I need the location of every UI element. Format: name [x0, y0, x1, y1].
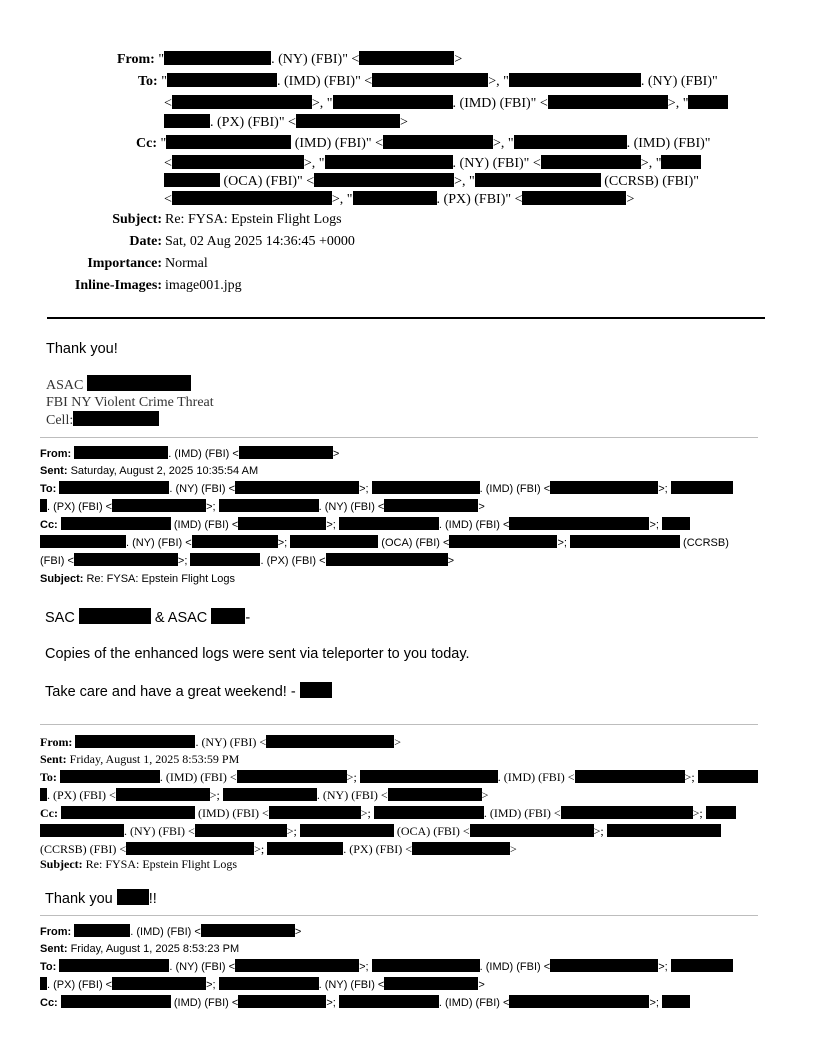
- text: <: [164, 192, 172, 207]
- redaction: [211, 608, 245, 624]
- text: (OCA) (FBI)" <: [220, 174, 315, 189]
- text: . (NY) (FBI) <: [316, 788, 388, 802]
- header-cc-row: [136, 135, 710, 153]
- header-to-row-3: [164, 114, 408, 132]
- redaction: [117, 889, 149, 905]
- redaction: [164, 173, 220, 187]
- label: To:: [40, 961, 57, 973]
- text: (OCA) (FBI) <: [378, 537, 450, 549]
- text: >: [332, 448, 340, 460]
- text: >;: [593, 824, 604, 838]
- text: . (NY) (FBI) <: [318, 501, 385, 513]
- text: >;: [206, 501, 216, 513]
- text: >, ": [331, 192, 353, 207]
- header-importance-label: [40, 255, 162, 273]
- msg2-cc-row: [40, 517, 690, 533]
- text: . (NY) (FBI) <: [126, 537, 192, 549]
- text: . (IMD) (FBI) <: [497, 770, 575, 784]
- msg3-subject-row: [40, 856, 237, 872]
- text: <: [164, 156, 172, 171]
- redaction: [59, 481, 169, 494]
- redaction: [548, 95, 668, 109]
- text: >;: [649, 997, 659, 1009]
- label: From:: [40, 926, 72, 938]
- msg2-from-row: [40, 446, 339, 462]
- redaction: [475, 173, 601, 187]
- label: Importance:: [87, 256, 162, 271]
- text: >;: [649, 519, 659, 531]
- text: . (IMD) (FBI) <: [130, 926, 201, 938]
- text: . (IMD) (FBI)" <: [452, 96, 548, 111]
- redaction: [87, 375, 191, 391]
- redaction: [219, 499, 319, 512]
- text: (IMD) (FBI) <: [170, 519, 239, 531]
- text: >, ": [667, 96, 689, 111]
- header-divider: [47, 317, 765, 319]
- label: Subject:: [112, 212, 162, 227]
- label: From:: [40, 448, 72, 460]
- msg3-from-row: [40, 734, 401, 750]
- text: ": [161, 74, 167, 89]
- header-to-row: [138, 73, 718, 91]
- redaction: [296, 114, 400, 128]
- redaction: [372, 959, 480, 972]
- text: >, ": [454, 174, 475, 189]
- redaction: [166, 135, 291, 149]
- redaction: [235, 959, 359, 972]
- text: >, ": [488, 74, 509, 89]
- redaction: [190, 553, 260, 566]
- label: Subject:: [40, 573, 84, 585]
- label: Inline-Images:: [74, 278, 162, 293]
- text: >;: [557, 537, 567, 549]
- redaction: [164, 51, 271, 65]
- redaction: [359, 51, 454, 65]
- text: Cell:: [46, 413, 74, 428]
- text: Take care and have a great weekend! -: [45, 684, 296, 700]
- header-subject: Re: FYSA: Epstein Flight Logs: [165, 212, 342, 227]
- signature-cell: [46, 411, 214, 429]
- redaction: [266, 735, 394, 748]
- text: >;: [277, 537, 288, 549]
- text: (CCRSB) (FBI) <: [40, 842, 127, 856]
- message-divider: [40, 437, 758, 438]
- redaction: [267, 842, 343, 855]
- msg3-to-row-2: [40, 787, 488, 803]
- msg3-cc-row-2: [40, 823, 721, 839]
- redaction: [112, 977, 206, 990]
- redaction: [372, 481, 480, 494]
- label: From:: [40, 735, 73, 749]
- msg2-to-row-2: [40, 499, 485, 515]
- text: >, ": [640, 156, 662, 171]
- redaction: [522, 191, 626, 205]
- text: & ASAC: [154, 610, 208, 626]
- redaction: [40, 535, 126, 548]
- redaction: [662, 995, 690, 1008]
- redaction: [79, 608, 151, 624]
- text: -: [245, 610, 251, 626]
- redaction: [74, 553, 178, 566]
- redaction: [74, 924, 130, 937]
- message-divider-2: [40, 724, 758, 725]
- redaction: [239, 446, 333, 459]
- message-divider-3: [40, 915, 758, 916]
- redaction: [384, 977, 478, 990]
- redaction: [60, 770, 160, 783]
- msg4-from-row: [40, 924, 301, 940]
- text: ASAC: [46, 378, 84, 393]
- redaction: [61, 806, 195, 819]
- text: >;: [326, 519, 336, 531]
- text: Re: FYSA: Epstein Flight Logs: [85, 857, 238, 871]
- msg2-salutation: [45, 608, 250, 626]
- redaction: [61, 995, 171, 1008]
- header-inline-images-label: [40, 277, 162, 295]
- text: . (NY) (FBI) <: [169, 961, 236, 973]
- redaction: [360, 770, 498, 783]
- text: >: [399, 115, 408, 130]
- redaction: [372, 73, 488, 87]
- text: >: [394, 735, 401, 749]
- redaction: [238, 517, 326, 530]
- text: . (IMD) (FBI) <: [159, 770, 237, 784]
- redaction: [73, 411, 159, 426]
- text: . (IMD) (FBI) <: [479, 483, 551, 495]
- header-importance: Normal: [165, 256, 208, 271]
- redaction: [412, 842, 510, 855]
- text: >;: [209, 788, 220, 802]
- text: SAC: [45, 610, 75, 626]
- redaction: [662, 517, 690, 530]
- redaction: [172, 191, 332, 205]
- redaction: [237, 770, 347, 783]
- signature-org: FBI NY Violent Crime Threat: [46, 395, 214, 410]
- msg4-sent-row: [40, 941, 239, 957]
- text: >;: [658, 961, 668, 973]
- redaction: [353, 191, 437, 205]
- redaction: [172, 155, 304, 169]
- text: (OCA) (FBI) <: [393, 824, 470, 838]
- text: Saturday, August 2, 2025 10:35:54 AM: [70, 465, 259, 477]
- header-date-label: [40, 233, 162, 251]
- redaction: [706, 806, 736, 819]
- header-inline-images: image001.jpg: [165, 278, 242, 293]
- label: Cc:: [40, 997, 58, 1009]
- redaction: [541, 155, 641, 169]
- text: >: [478, 501, 485, 513]
- msg3-cc-row: [40, 805, 736, 821]
- text: (IMD) (FBI)" <: [291, 136, 383, 151]
- redaction: [164, 114, 210, 128]
- text: . (NY) (FBI) <: [195, 735, 267, 749]
- text: >;: [286, 824, 297, 838]
- redaction: [698, 770, 758, 783]
- msg3-to-row: [40, 769, 758, 785]
- text: . (PX) (FBI)" <: [210, 115, 296, 130]
- text: >, ": [492, 136, 514, 151]
- text: >: [454, 52, 463, 67]
- redaction: [575, 770, 685, 783]
- label: Sent:: [40, 943, 68, 955]
- header-date: Sat, 02 Aug 2025 14:36:45 +0000: [165, 234, 355, 249]
- text: >;: [254, 842, 265, 856]
- redaction: [300, 824, 394, 837]
- msg2-to-row: [40, 481, 733, 497]
- text: . (PX) (FBI) <: [47, 979, 113, 991]
- redaction: [290, 535, 378, 548]
- redaction: [570, 535, 680, 548]
- msg2-subject-row: [40, 571, 235, 587]
- redaction: [300, 682, 332, 698]
- redaction: [326, 553, 448, 566]
- text: . (NY) (FBI)" <: [271, 52, 360, 67]
- redaction: [550, 959, 658, 972]
- text: >;: [360, 806, 371, 820]
- text: >;: [206, 979, 216, 991]
- redaction: [40, 788, 47, 801]
- header-from-label: From:: [117, 52, 155, 67]
- msg4-to-row-2: [40, 977, 485, 993]
- redaction: [449, 535, 557, 548]
- text: >: [478, 979, 485, 991]
- text: Re: FYSA: Epstein Flight Logs: [86, 573, 236, 585]
- redaction: [671, 959, 733, 972]
- redaction: [238, 995, 326, 1008]
- text: >;: [326, 997, 336, 1009]
- redaction: [509, 517, 649, 530]
- header-from-row: [117, 51, 462, 69]
- redaction: [269, 806, 361, 819]
- redaction: [219, 977, 319, 990]
- text: . (NY) (FBI) <: [318, 979, 385, 991]
- redaction: [561, 806, 693, 819]
- redaction: [40, 824, 124, 837]
- label: To:: [40, 770, 57, 784]
- redaction: [550, 481, 658, 494]
- text: >: [510, 842, 517, 856]
- redaction: [59, 959, 169, 972]
- redaction: [661, 155, 701, 169]
- signature-title: [46, 375, 214, 394]
- redaction: [339, 517, 439, 530]
- redaction: [223, 788, 317, 801]
- msg2-closing: [45, 682, 332, 700]
- text: ": [158, 52, 165, 67]
- text: >;: [658, 483, 668, 495]
- text: (IMD) (FBI) <: [195, 806, 269, 820]
- redaction: [74, 446, 168, 459]
- text: >: [481, 788, 489, 802]
- text: . (PX) (FBI) <: [47, 788, 116, 802]
- msg3-body: [45, 889, 157, 907]
- redaction: [201, 924, 295, 937]
- text: . (NY) (FBI)": [640, 74, 718, 89]
- msg4-cc-row: [40, 995, 690, 1011]
- msg2-cc-row-3: [40, 553, 454, 569]
- label: Sent:: [40, 752, 67, 766]
- redaction: [40, 499, 47, 512]
- redaction: [40, 977, 47, 990]
- redaction: [112, 499, 206, 512]
- text: >;: [684, 770, 695, 784]
- reply-greeting: Thank you!: [46, 341, 118, 357]
- label: Sent:: [40, 465, 68, 477]
- header-subject-label: [40, 211, 162, 229]
- label: To:: [40, 483, 57, 495]
- text: . (NY) (FBI) <: [169, 483, 236, 495]
- redaction: [509, 995, 649, 1008]
- redaction: [470, 824, 594, 837]
- header-to-label: To:: [138, 74, 158, 89]
- label: Cc:: [40, 806, 58, 820]
- text: (IMD) (FBI) <: [170, 997, 239, 1009]
- text: Thank you: [45, 891, 113, 907]
- msg2-sent-row: [40, 463, 258, 479]
- text: >, ": [303, 156, 325, 171]
- text: Friday, August 1, 2025 8:53:59 PM: [69, 752, 240, 766]
- text: . (PX) (FBI)" <: [436, 192, 523, 207]
- redaction: [314, 173, 454, 187]
- text: >;: [692, 806, 703, 820]
- msg3-sent-row: [40, 751, 239, 767]
- signature-block: [46, 375, 214, 429]
- header-cc-row-3: [164, 173, 699, 191]
- redaction: [383, 135, 493, 149]
- label: Subject:: [40, 857, 83, 871]
- text: (CCRSB): [680, 537, 729, 549]
- text: . (IMD) (FBI) <: [168, 448, 239, 460]
- header-cc-row-2: [164, 155, 701, 173]
- redaction: [75, 735, 195, 748]
- text: (FBI) <: [40, 555, 74, 567]
- text: . (IMD) (FBI) <: [483, 806, 561, 820]
- text: >;: [177, 555, 188, 567]
- header-to-row-2: [164, 95, 728, 113]
- redaction: [384, 499, 478, 512]
- text: >;: [346, 770, 357, 784]
- text: . (IMD) (FBI) <: [438, 519, 510, 531]
- text: >: [294, 926, 302, 938]
- text: . (PX) (FBI) <: [343, 842, 412, 856]
- redaction: [61, 517, 171, 530]
- redaction: [671, 481, 733, 494]
- text: (CCRSB) (FBI)": [600, 174, 700, 189]
- text: . (IMD) (FBI)" <: [276, 74, 373, 89]
- redaction: [509, 73, 641, 87]
- redaction: [235, 481, 359, 494]
- redaction: [688, 95, 728, 109]
- text: . (NY) (FBI) <: [124, 824, 195, 838]
- msg2-body: Copies of the enhanced logs were sent via teleporter to you today.: [45, 646, 470, 662]
- redaction: [192, 535, 278, 548]
- text: ": [160, 136, 167, 151]
- redaction: [333, 95, 453, 109]
- redaction: [374, 806, 484, 819]
- redaction: [325, 155, 453, 169]
- text: >;: [359, 483, 369, 495]
- redaction: [607, 824, 721, 837]
- text: . (NY) (FBI)" <: [452, 156, 541, 171]
- header-cc-row-4: [164, 191, 634, 209]
- redaction: [116, 788, 210, 801]
- redaction: [514, 135, 627, 149]
- header-cc-label: Cc:: [136, 136, 157, 151]
- text: . (IMD) (FBI) <: [438, 997, 510, 1009]
- label: Cc:: [40, 519, 58, 531]
- text: . (IMD) (FBI)": [626, 136, 711, 151]
- msg3-cc-row-3: [40, 841, 517, 857]
- text: >, ": [311, 96, 333, 111]
- text: Friday, August 1, 2025 8:53:23 PM: [70, 943, 240, 955]
- redaction: [172, 95, 312, 109]
- text: . (IMD) (FBI) <: [479, 961, 551, 973]
- redaction: [195, 824, 287, 837]
- text: >;: [359, 961, 369, 973]
- msg2-cc-row-2: [40, 535, 729, 551]
- redaction: [339, 995, 439, 1008]
- redaction: [167, 73, 277, 87]
- text: . (PX) (FBI) <: [260, 555, 326, 567]
- text: !!: [148, 891, 157, 907]
- text: <: [164, 96, 172, 111]
- text: >: [447, 555, 454, 567]
- label: Date:: [129, 234, 162, 249]
- text: . (PX) (FBI) <: [47, 501, 113, 513]
- text: >: [626, 192, 635, 207]
- redaction: [388, 788, 482, 801]
- msg4-to-row: [40, 959, 733, 975]
- redaction: [126, 842, 254, 855]
